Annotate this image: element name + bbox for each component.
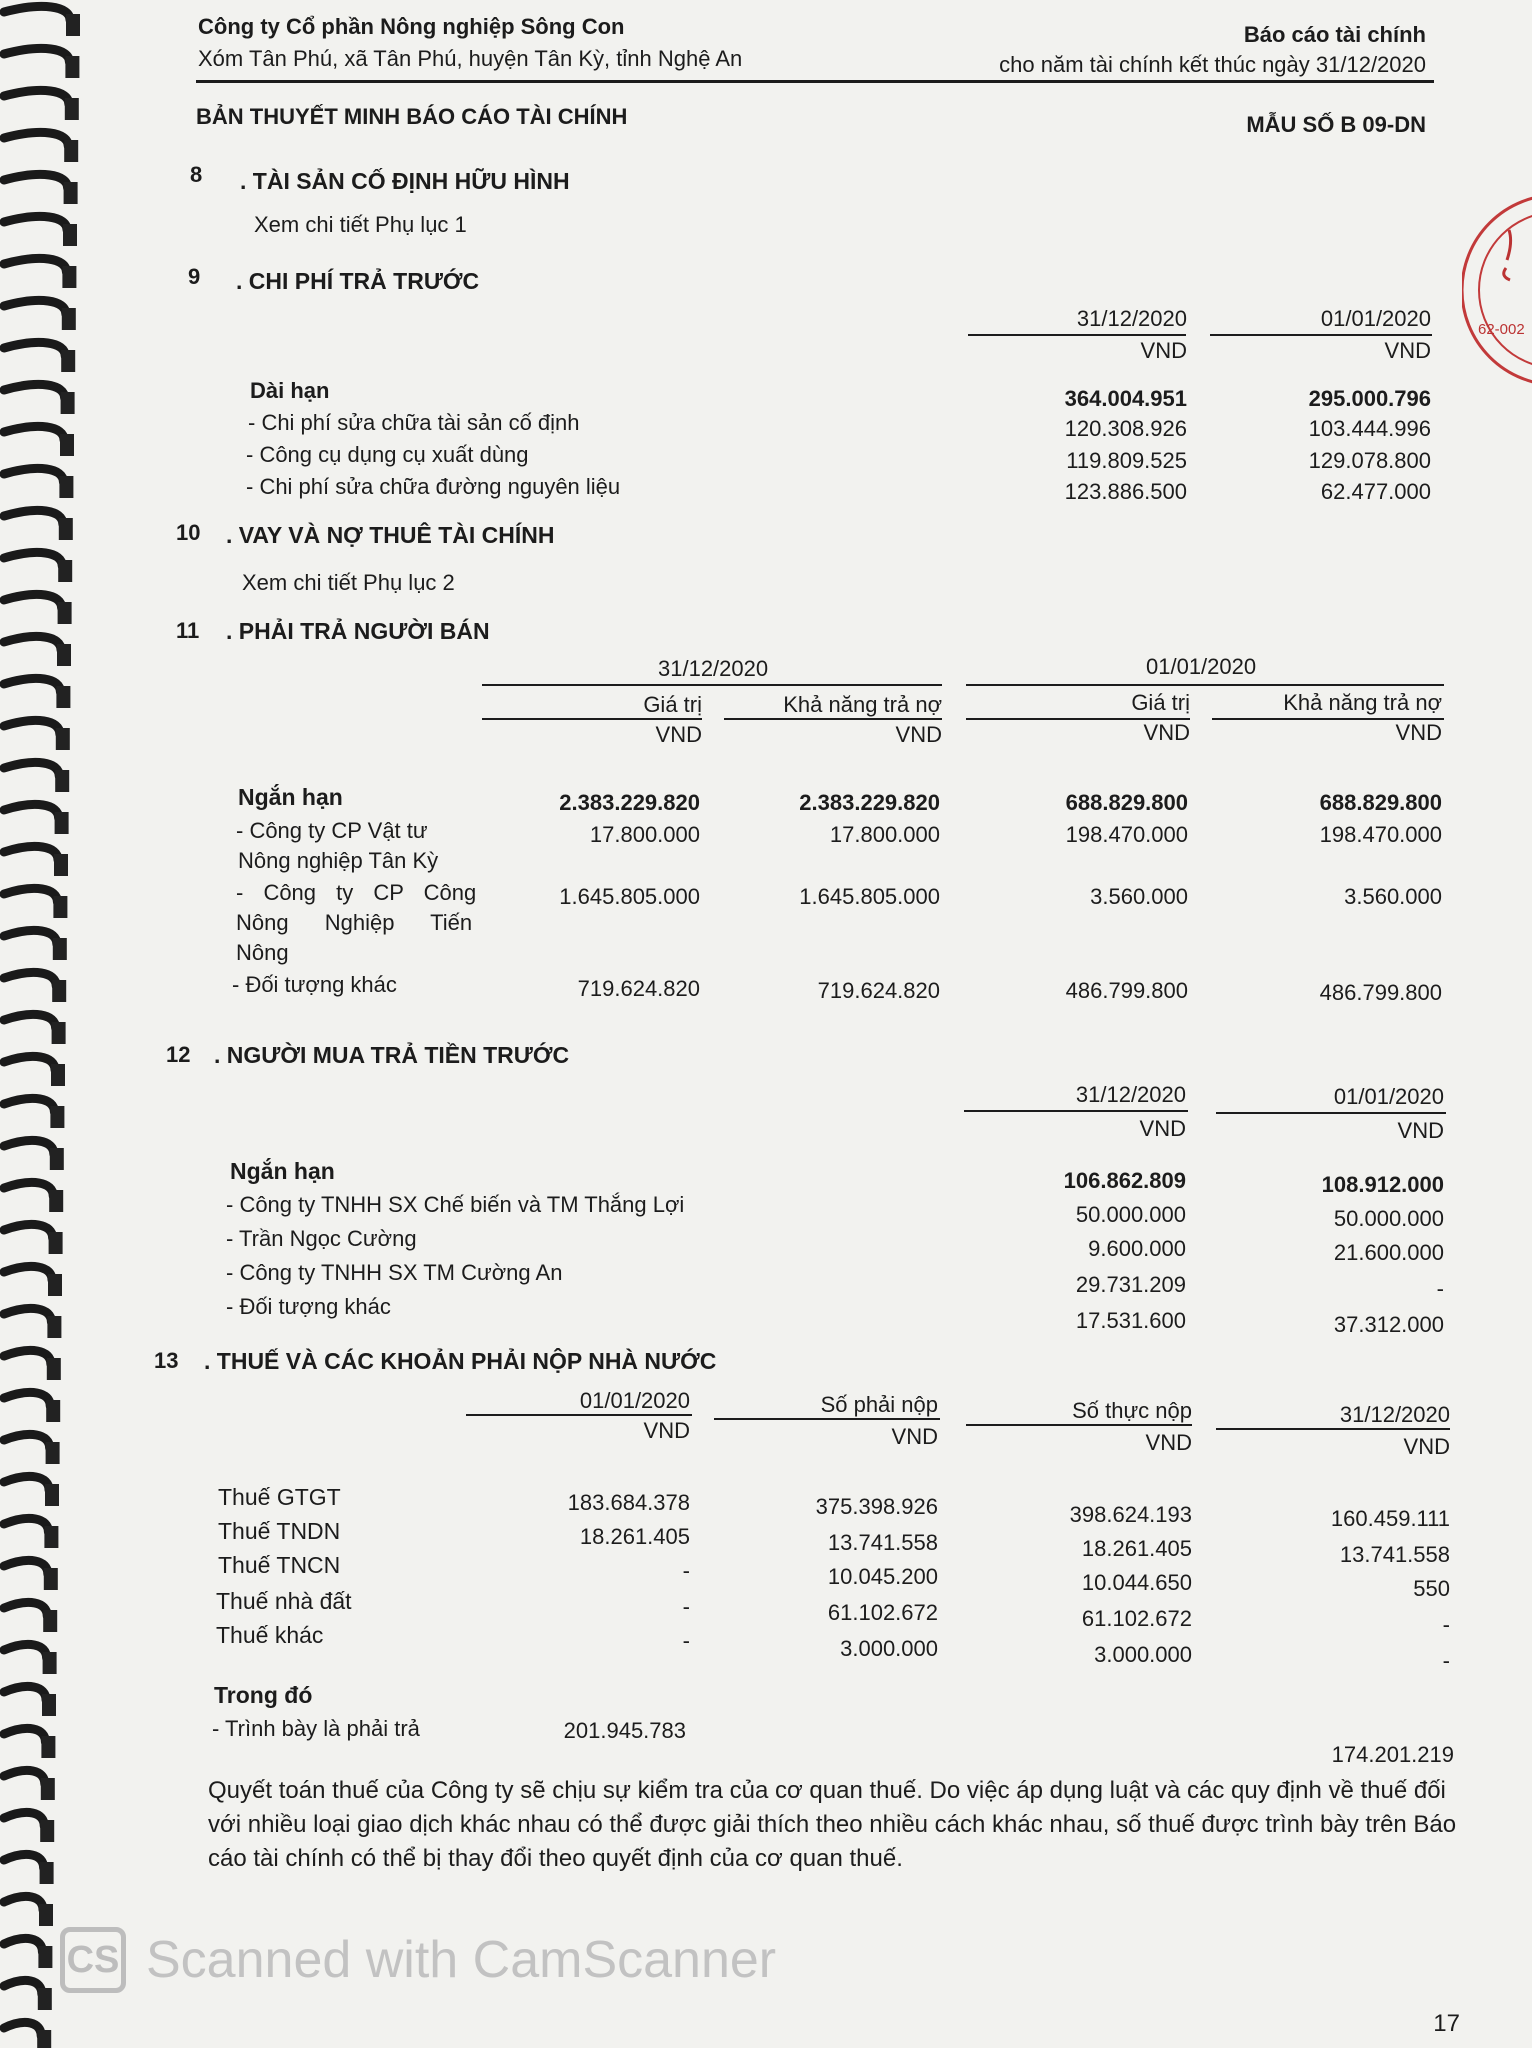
s9-group-label: Dài hạn (250, 378, 330, 403)
s11-r1-val: 198.470.000 (1319, 822, 1442, 847)
spiral-loop (4, 1182, 63, 1212)
s13-rule (714, 1418, 940, 1420)
s13-rule (466, 1414, 692, 1416)
s9-row-v2: 62.477.000 (1320, 479, 1431, 504)
section-11-number: 11 (176, 618, 200, 643)
spiral-loop (4, 258, 76, 288)
s13-val: 183.684.378 (567, 1490, 690, 1515)
spiral-loop (4, 1560, 58, 1590)
s9-row-v2: 103.444.996 (1308, 416, 1431, 441)
s13-val: 160.459.111 (1330, 1506, 1450, 1531)
company-address: Xóm Tân Phú, xã Tân Phú, huyện Tân Kỳ, tỉnh Nghệ An (198, 46, 743, 71)
spiral-loop (4, 1056, 65, 1086)
s13-val: 3.000.000 (840, 1636, 938, 1661)
section-9-title: . CHI PHÍ TRẢ TRƯỚC (236, 268, 480, 294)
spiral-loop (4, 972, 66, 1002)
spiral-loop (4, 1350, 61, 1380)
section-12-number: 12 (166, 1042, 191, 1067)
s12-row-v2: 37.312.000 (1333, 1312, 1444, 1337)
spiral-loop (4, 594, 72, 624)
spiral-loop (4, 1854, 54, 1884)
spiral-loop (4, 762, 69, 792)
s9-group-v1: 364.004.951 (1064, 386, 1187, 411)
spiral-loop (4, 6, 80, 36)
s13-val: - (682, 1558, 690, 1583)
s12-row-v2: 50.000.000 (1333, 1206, 1444, 1231)
spiral-loop (4, 636, 71, 666)
s13-row-label: Thuế khác (216, 1622, 324, 1648)
s11-group-label: Ngắn hạn (238, 784, 343, 810)
s13-row-label: Thuế GTGT (218, 1484, 341, 1510)
section-8-title: . TÀI SẢN CỐ ĐỊNH HỮU HÌNH (240, 168, 570, 194)
s13-sub-v1: 201.945.783 (563, 1718, 686, 1743)
spiral-loop (4, 1392, 60, 1422)
s13-val: - (682, 1628, 690, 1653)
s13-unit: VND (1145, 1430, 1192, 1455)
s12-row-label: - Trần Ngọc Cường (226, 1226, 417, 1251)
s12-row-v1: 9.600.000 (1088, 1236, 1186, 1261)
spiral-loop (4, 804, 69, 834)
s11-h-ability-1: Khả năng trả nợ (783, 692, 942, 717)
s13-val: 61.102.672 (827, 1600, 938, 1625)
s9-row-v1: 123.886.500 (1064, 479, 1187, 504)
s9-col1-unit: VND (1140, 338, 1187, 363)
spiral-loop (4, 1686, 56, 1716)
s11-r2-label: Nông Nghiệp Tiến (236, 910, 473, 935)
s13-unit: VND (891, 1424, 938, 1449)
section-10-title: . VAY VÀ NỢ THUÊ TÀI CHÍNH (226, 522, 555, 548)
s11-h-value-1: Giá trị (643, 692, 702, 717)
s12-col2-date: 01/01/2020 (1333, 1084, 1444, 1109)
s13-row-label: Thuế TNDN (218, 1518, 341, 1544)
s11-r2-val: 3.560.000 (1344, 884, 1442, 909)
spiral-loop (4, 1098, 64, 1128)
company-name: Công ty Cổ phần Nông nghiệp Sông Con (198, 14, 625, 39)
section-13-number: 13 (154, 1348, 179, 1373)
s13-sub-v4: 174.201.219 (1331, 1742, 1454, 1767)
s13-val: - (1442, 1612, 1450, 1637)
spiral-loop (4, 1224, 63, 1254)
s12-row-label: - Đối tượng khác (226, 1294, 391, 1319)
s11-date1: 31/12/2020 (658, 656, 769, 681)
s13-col-head: Số phải nộp (820, 1392, 938, 1417)
s11-rule (724, 718, 942, 720)
s13-col-head: 31/12/2020 (1339, 1402, 1450, 1427)
spiral-loop (4, 1014, 66, 1044)
s13-sub-title: Trong đó (214, 1682, 313, 1708)
section-10-number: 10 (176, 520, 201, 545)
s13-val: - (682, 1594, 690, 1619)
s11-r1-label: - Công ty CP Vật tư (236, 818, 428, 843)
section-10-note: Xem chi tiết Phụ lục 2 (242, 570, 455, 595)
spiral-loop (4, 300, 76, 330)
spiral-loop (4, 1476, 59, 1506)
report-period: cho năm tài chính kết thúc ngày 31/12/2020 (999, 52, 1426, 77)
s11-group-val: 2.383.229.820 (799, 790, 940, 815)
s9-row-v2: 129.078.800 (1308, 448, 1431, 473)
spiral-loop (4, 1518, 58, 1548)
s11-r3-val: 486.799.800 (1319, 980, 1442, 1005)
s13-row-label: Thuế nhà đất (216, 1588, 352, 1614)
spiral-loop (4, 216, 77, 246)
spiral-loop (4, 132, 78, 162)
spiral-loop (4, 1770, 55, 1800)
s11-r1-val: 198.470.000 (1065, 822, 1188, 847)
section-11-title: . PHẢI TRẢ NGƯỜI BÁN (226, 618, 490, 644)
s11-group-val: 2.383.229.820 (559, 790, 700, 815)
s9-col1-date: 31/12/2020 (1076, 306, 1187, 331)
s12-row-v2: - (1436, 1276, 1444, 1301)
spiral-loop (4, 678, 70, 708)
s9-row-label: - Chi phí sửa chữa tài sản cố định (248, 410, 580, 435)
s12-col2-unit: VND (1397, 1118, 1444, 1143)
header-rule (196, 80, 1434, 83)
doc-title: BẢN THUYẾT MINH BÁO CÁO TÀI CHÍNH (196, 104, 628, 129)
s11-r2-val: 1.645.805.000 (559, 884, 700, 909)
s11-r2-label: - Công ty CP Công (236, 880, 477, 905)
s11-r3-val: 486.799.800 (1065, 978, 1188, 1003)
s11-rule (482, 718, 702, 720)
spiral-loop (4, 342, 75, 372)
s9-row-v1: 120.308.926 (1064, 416, 1187, 441)
s12-col1-rule (964, 1110, 1188, 1112)
s12-row-label: - Công ty TNHH SX TM Cường An (226, 1260, 563, 1285)
spiral-loop (4, 426, 74, 456)
spiral-loop (4, 48, 79, 78)
spiral-loop (4, 1896, 53, 1926)
s11-group-val: 688.829.800 (1319, 790, 1442, 815)
s9-row-label: - Chi phí sửa chữa đường nguyên liệu (246, 474, 621, 499)
s11-date2-rule (966, 684, 1444, 686)
s13-row-label: Thuế TNCN (218, 1552, 341, 1578)
spiral-loop (4, 1812, 54, 1842)
s11-r1-val: 17.800.000 (589, 822, 700, 847)
spiral-loop (4, 930, 67, 960)
spiral-loop (4, 720, 70, 750)
stamp-text: 62-002 (1478, 321, 1525, 338)
s11-r2-val: 3.560.000 (1090, 884, 1188, 909)
s12-col1-date: 31/12/2020 (1075, 1082, 1186, 1107)
s12-col1-unit: VND (1139, 1116, 1186, 1141)
spiral-loop (4, 1728, 55, 1758)
section-9-number: 9 (188, 264, 201, 289)
s9-col2-unit: VND (1384, 338, 1431, 363)
s13-val: 3.000.000 (1094, 1642, 1192, 1667)
s13-rule (966, 1424, 1192, 1426)
s13-col-head: Số thực nộp (1072, 1398, 1192, 1423)
s12-col2-rule (1216, 1112, 1446, 1114)
s13-val: 13.741.558 (1339, 1542, 1450, 1567)
section-12-title: . NGƯỜI MUA TRẢ TIỀN TRƯỚC (214, 1042, 570, 1068)
s13-unit: VND (1403, 1434, 1450, 1459)
s12-row-v1: 50.000.000 (1075, 1202, 1186, 1227)
s11-unit: VND (895, 722, 942, 747)
s13-unit: VND (643, 1418, 690, 1443)
s13-val: 13.741.558 (827, 1530, 938, 1555)
s13-val: 10.044.650 (1081, 1570, 1192, 1595)
spiral-binding (0, 0, 120, 2048)
s13-val: 550 (1413, 1576, 1450, 1601)
s11-group-val: 688.829.800 (1065, 790, 1188, 815)
spiral-loop (4, 1266, 62, 1296)
s12-row-v2: 21.600.000 (1333, 1240, 1444, 1265)
camscanner-text: Scanned with CamScanner (146, 1931, 777, 1989)
s13-val: 18.261.405 (579, 1524, 690, 1549)
s9-col2-date: 01/01/2020 (1320, 306, 1431, 331)
section-8-number: 8 (190, 162, 203, 187)
spiral-loop (4, 174, 78, 204)
spiral-loop (4, 1308, 61, 1338)
s11-r2-label: Nông (236, 940, 289, 965)
s12-row-v1: 17.531.600 (1075, 1308, 1186, 1333)
camscanner-watermark (60, 1925, 776, 1995)
report-title: Báo cáo tài chính (1243, 22, 1426, 47)
spiral-loop (4, 888, 67, 918)
s11-unit: VND (655, 722, 702, 747)
s11-date1-rule (482, 684, 942, 686)
s9-row-v1: 119.809.525 (1066, 448, 1187, 473)
s13-val: 18.261.405 (1081, 1536, 1192, 1561)
spiral-loop (4, 468, 73, 498)
section-8-note: Xem chi tiết Phụ lục 1 (254, 212, 467, 237)
page-number: 17 (1433, 2010, 1460, 2037)
section-13-title: . THUẾ VÀ CÁC KHOẢN PHẢI NỘP NHÀ NƯỚC (204, 1348, 717, 1374)
s9-group-v2: 295.000.796 (1308, 386, 1431, 411)
s11-h-value-2: Giá trị (1131, 690, 1190, 715)
s13-val: 375.398.926 (815, 1494, 938, 1519)
s11-r1-val: 17.800.000 (829, 822, 940, 847)
s12-group-label: Ngắn hạn (230, 1158, 335, 1184)
s11-r3-val: 719.624.820 (817, 978, 940, 1003)
s13-val: 61.102.672 (1081, 1606, 1192, 1631)
s9-col2-rule (1210, 334, 1432, 336)
spiral-loop (4, 2022, 51, 2048)
s11-h-ability-2: Khả năng trả nợ (1283, 690, 1442, 715)
spiral-loop (4, 552, 72, 582)
s11-r3-val: 719.624.820 (577, 976, 700, 1001)
spiral-loop (4, 90, 79, 120)
s13-val: 398.624.193 (1069, 1502, 1192, 1527)
s9-col1-rule (968, 334, 1186, 336)
tax-note-paragraph: Quyết toán thuế của Công ty sẽ chịu sự kiểm tra của cơ quan thuế. Do việc áp dụng luật và các quy định về thuế đối với nhiều loại giao dịch khác nhau có thể được giải thích theo nhiều cách khác nhau, số thuế được trình bày trên Báo cáo tài chính có thể bị thay đổi theo quyết định của cơ quan thuế. (208, 1777, 1457, 1872)
s11-unit: VND (1395, 720, 1442, 745)
spiral-loop (4, 1938, 52, 1968)
spiral-loop (4, 846, 68, 876)
s13-col-head: 01/01/2020 (579, 1388, 690, 1413)
spiral-loop (4, 1644, 57, 1674)
s9-row-label: - Công cụ dụng cụ xuất dùng (246, 442, 529, 467)
s13-rule (1216, 1428, 1450, 1430)
spiral-loop (4, 1140, 64, 1170)
spiral-loop (4, 1434, 60, 1464)
spiral-loop (4, 510, 73, 540)
s11-r3-label: - Đối tượng khác (232, 972, 397, 997)
s11-r1-label: Nông nghiệp Tân Kỳ (238, 848, 439, 873)
s13-sub-label: - Trình bày là phải trả (212, 1716, 420, 1741)
company-stamp (1462, 170, 1532, 420)
s11-r2-val: 1.645.805.000 (799, 884, 940, 909)
s11-date2: 01/01/2020 (1146, 654, 1257, 679)
s12-group-v1: 106.862.809 (1063, 1168, 1186, 1193)
s11-unit: VND (1143, 720, 1190, 745)
spiral-loop (4, 1980, 52, 2010)
s12-group-v2: 108.912.000 (1321, 1172, 1444, 1197)
s13-val: - (1442, 1648, 1450, 1673)
spiral-loop (4, 1602, 57, 1632)
camscanner-logo: CS (60, 1927, 126, 1993)
s13-val: 10.045.200 (827, 1564, 938, 1589)
s12-row-label: - Công ty TNHH SX Chế biến và TM Thắng Lợi (226, 1192, 685, 1217)
s12-row-v1: 29.731.209 (1075, 1272, 1186, 1297)
form-number: MẪU SỐ B 09-DN (1246, 112, 1426, 137)
spiral-loop (4, 384, 75, 414)
